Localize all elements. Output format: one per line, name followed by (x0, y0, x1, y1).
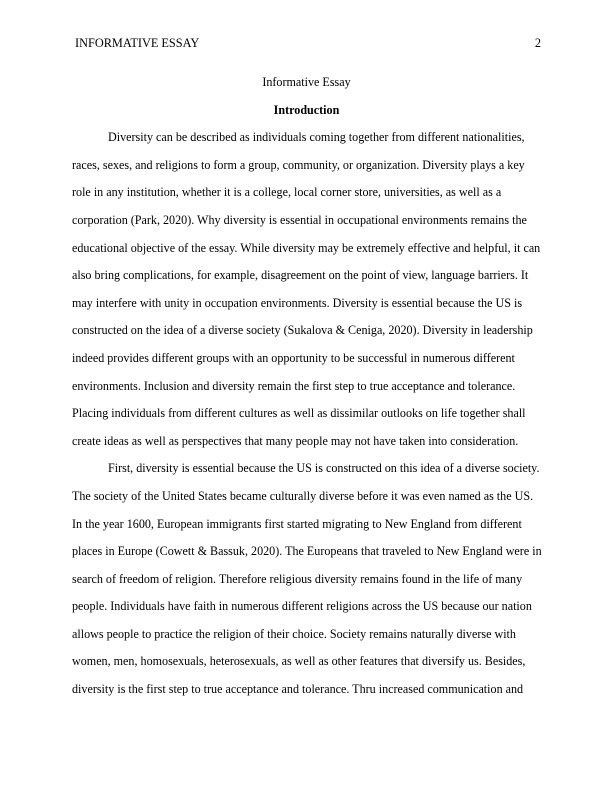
text-line: women, men, homosexuals, heterosexuals, as well as other features that diversify us. Besides, (72, 654, 526, 669)
section-heading: Introduction (273, 102, 340, 117)
document-title: Informative Essay (262, 75, 351, 89)
text-line: places in Europe (Cowett & Bassuk, 2020). The Europeans that traveled to New England were in (72, 544, 542, 559)
text-line: search of freedom of religion. Therefore religious diversity remains found in the life of many (72, 571, 523, 586)
page-number: 2 (534, 36, 541, 50)
running-head: INFORMATIVE ESSAY (75, 36, 200, 50)
text-line: In the year 1600, European immigrants first started migrating to New England from different (72, 516, 522, 531)
text-line: races, sexes, and religions to form a group, community, or organization. Diversity plays a key (72, 157, 525, 172)
text-line: role in any institution, whether it is a college, local corner store, universities, as well as a (72, 185, 502, 200)
text-line: First, diversity is essential because the US is constructed on this idea of a diverse society. (108, 461, 540, 476)
text-line: allows people to practice the religion of their choice. Society remains naturally diverse with (72, 626, 516, 641)
text-line: The society of the United States became culturally diverse before it was even named as the US. (72, 488, 534, 503)
text-line: indeed provides different groups with an opportunity to be successful in numerous different (72, 350, 515, 365)
text-line: also bring complications, for example, disagreement on the point of view, language barriers. It (72, 268, 529, 283)
paragraph-body-1 (72, 455, 541, 703)
text-line: corporation (Park, 2020). Why diversity is essential in occupational environments remains the (72, 212, 527, 227)
text-line: environments. Inclusion and diversity remain the first step to true acceptance and tolerance. (72, 378, 516, 393)
text-line: Diversity can be described as individuals coming together from different nationalities, (108, 130, 525, 145)
text-line: constructed on the idea of a diverse society (Sukalova & Ceniga, 2020). Diversity in leadership (72, 323, 533, 338)
essay-body (72, 69, 541, 704)
text-line: may interfere with unity in occupation environments. Diversity is essential because the US is (72, 295, 523, 310)
text-line: educational objective of the essay. While diversity may be extremely effective and helpful, it can (72, 240, 541, 255)
text-line: Placing individuals from different cultures as well as dissimilar outlooks on life together shall (72, 406, 526, 421)
text-line: diversity is the first step to true acceptance and tolerance. Thru increased communication and (72, 682, 524, 697)
text-line: people. Individuals have faith in numerous different religions across the US because our nation (72, 599, 532, 614)
paragraph-introduction (72, 124, 541, 455)
text-line: create ideas as well as perspectives that many people may not have taken into consideration. (72, 433, 519, 448)
